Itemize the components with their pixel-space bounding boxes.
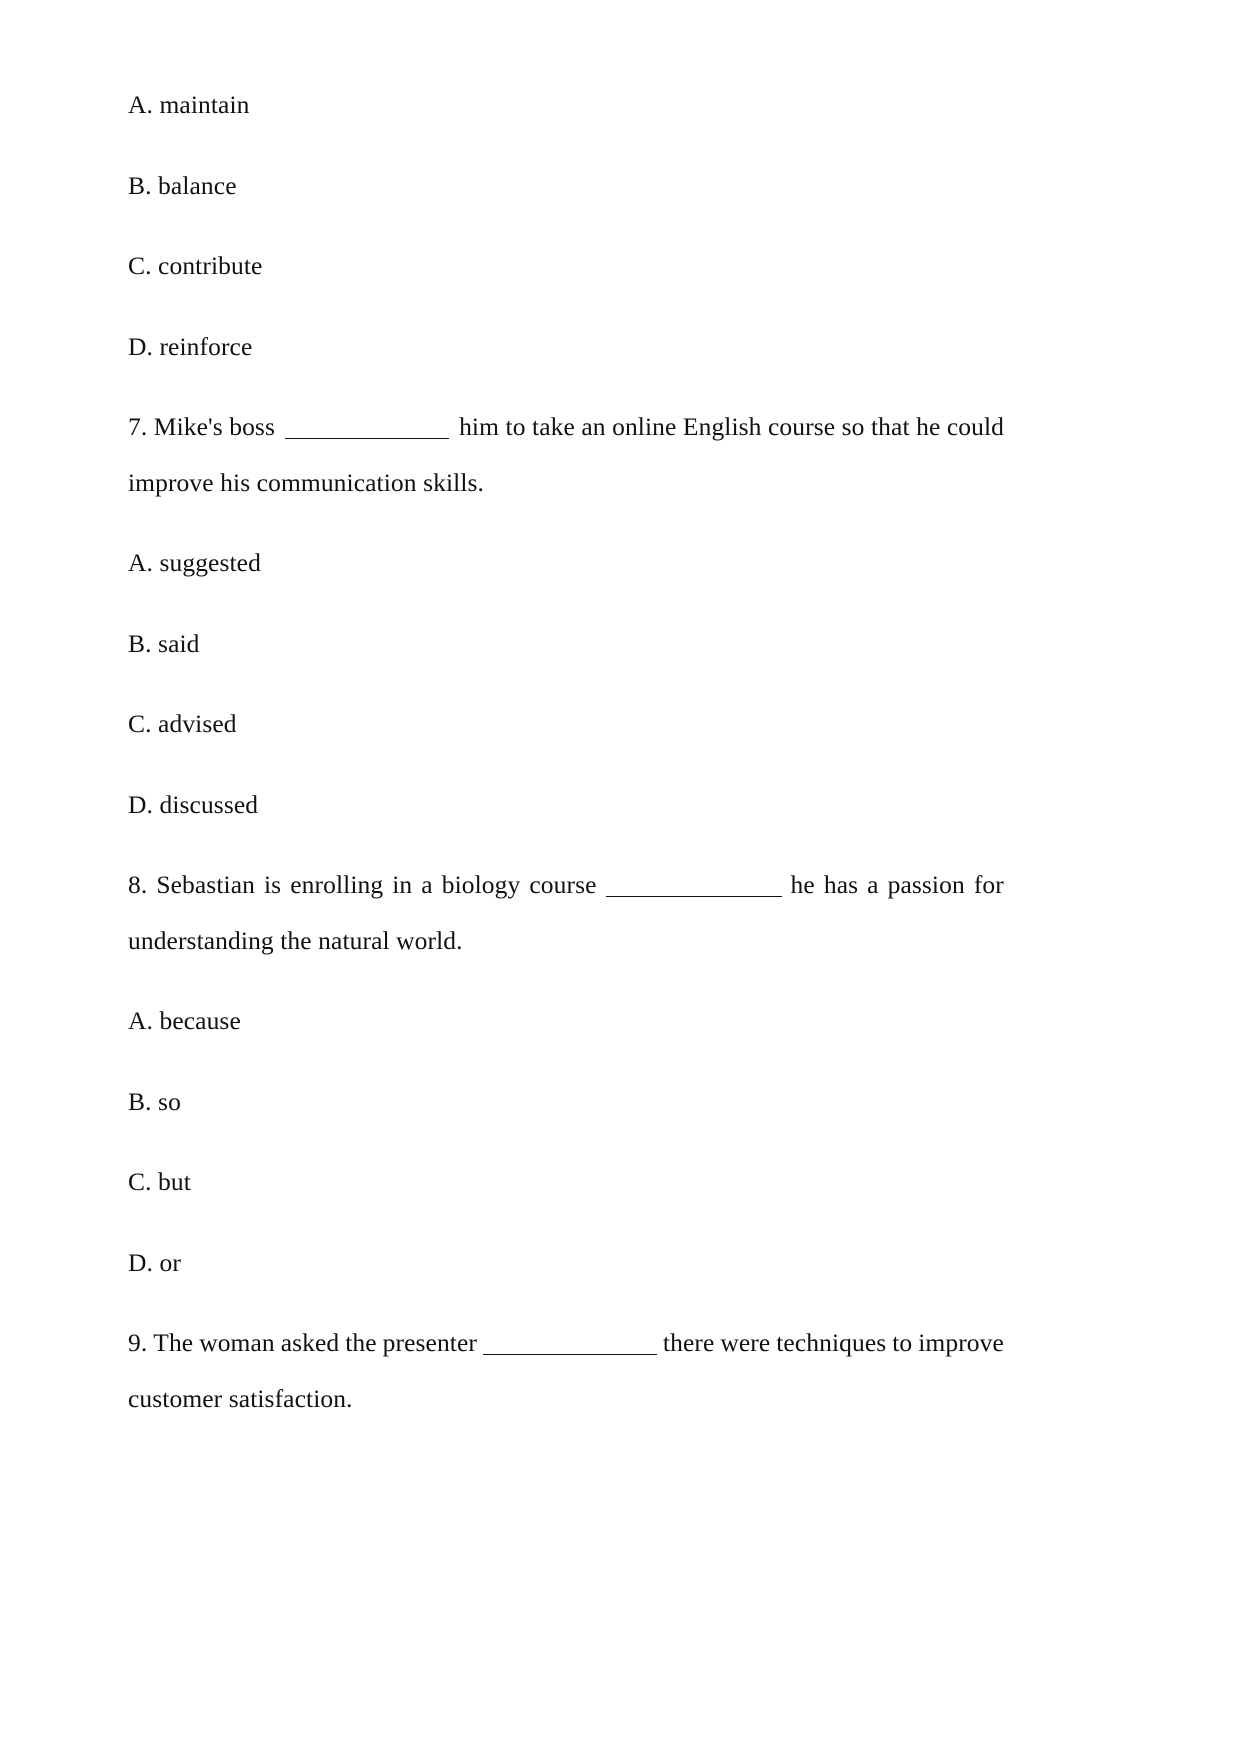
option-q7-b <box>128 628 1004 658</box>
question-9-word: there <box>662 1328 715 1357</box>
question-8-word: a <box>421 870 433 899</box>
question-8-answer-blank[interactable] <box>606 870 782 897</box>
question-8-word: is <box>264 870 282 899</box>
question-9-word: the <box>345 1328 377 1357</box>
option-q8-b-label: B. so <box>128 1086 181 1116</box>
question-7 <box>128 414 1004 495</box>
question-9-line-1 <box>128 1330 1004 1357</box>
question-8-word: biology <box>441 870 521 899</box>
question-9-word: The <box>153 1328 194 1357</box>
question-8-word: in <box>392 870 413 899</box>
option-q8-d-label: D. or <box>128 1247 181 1277</box>
question-8-line-2: understanding the natural world. <box>128 925 463 955</box>
question-9-word: 9. <box>128 1328 148 1357</box>
question-9-word: improve <box>918 1328 1004 1357</box>
option-q6-b <box>128 170 1004 200</box>
question-8-word: enrolling <box>290 870 384 899</box>
question-8-word: for <box>973 870 1004 899</box>
question-9-word: woman <box>199 1328 275 1357</box>
option-q8-b <box>128 1086 1004 1116</box>
option-q7-c-label: C. advised <box>128 709 237 738</box>
option-q7-d-label: D. discussed <box>128 789 259 819</box>
question-7-line-1 <box>128 414 1004 441</box>
question-8-word: a <box>867 870 879 899</box>
question-8-word: he <box>790 870 815 899</box>
option-q6-d-label: D. reinforce <box>128 331 253 361</box>
option-q8-c <box>128 1169 1004 1195</box>
question-8-word: passion <box>887 870 965 899</box>
option-q7-c <box>128 711 1004 737</box>
option-q8-a <box>128 1008 1004 1034</box>
option-q8-a-label: A. because <box>128 1006 241 1035</box>
option-q6-a-label: A. maintain <box>128 90 250 119</box>
option-q7-d <box>128 789 1004 819</box>
question-8-word: has <box>823 870 859 899</box>
option-q6-d <box>128 331 1004 361</box>
question-9-answer-blank[interactable] <box>483 1328 657 1355</box>
question-9-word: asked <box>280 1328 340 1357</box>
question-7-line-2: improve his communication skills. <box>128 467 485 497</box>
question-9-word: presenter <box>382 1328 477 1357</box>
question-9-word: to <box>892 1328 913 1357</box>
option-q6-b-label: B. balance <box>128 170 237 200</box>
question-8-word: course <box>529 870 597 899</box>
question-9-line-2: customer satisfaction. <box>128 1383 353 1413</box>
question-9 <box>128 1330 1004 1411</box>
option-q7-b-label: B. said <box>128 628 200 658</box>
question-8-word: Sebastian <box>156 870 255 899</box>
option-q8-d <box>128 1247 1004 1277</box>
option-q7-a-label: A. suggested <box>128 548 261 577</box>
question-8-line-1 <box>128 872 1004 899</box>
option-q7-a <box>128 550 1004 576</box>
option-q6-a <box>128 92 1004 118</box>
option-q6-c-label: C. contribute <box>128 251 263 280</box>
option-q6-c <box>128 253 1004 279</box>
option-q8-c-label: C. but <box>128 1167 191 1196</box>
document-body <box>128 92 1004 1466</box>
question-8 <box>128 872 1004 953</box>
question-8-word: 8. <box>128 870 148 899</box>
question-7-answer-blank[interactable] <box>285 412 449 439</box>
question-7-stem-after-blank: him to take an online English course so that he could <box>459 412 1004 441</box>
question-7-stem-before-blank: 7. Mike's boss <box>128 412 275 441</box>
question-9-word: techniques <box>776 1328 887 1357</box>
question-9-word: were <box>720 1328 771 1357</box>
